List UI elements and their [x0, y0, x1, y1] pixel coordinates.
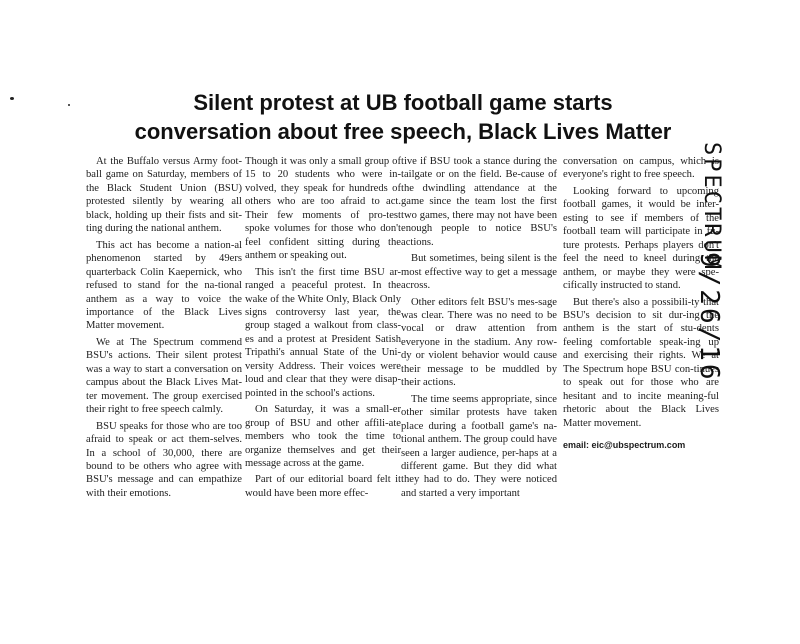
headline: [78, 88, 728, 146]
article-column-2: [245, 155, 401, 500]
handwritten-publication: SPECTRUM: [699, 142, 724, 272]
paragraph: This act has become a nation-al phenomenon started by 49ers quarterback Colin Kaepernick, who refused to stand for the na-tional anthem as a way to voice the importance of the Black Lives Matter movement.: [86, 239, 242, 332]
paragraph: tive if BSU took a stance during the tailgate or on the field. Be-cause of the dwindling attendance at the game since the team lost the first two games, there may not have been enough people to notice BSU's actions.: [401, 156, 557, 248]
contact-email: email: eic@ubspectrum.com: [563, 440, 686, 451]
paragraph: Part of our editorial board felt it would have been more effec-: [245, 474, 401, 499]
paragraph: Looking forward to upcoming football games, it would be inter-esting to see if members of the football team will participate in fu-ture protests. Perhaps players don't feel the need to kneel during the anthem, or maybe they were spe-cifically instructed to stand.: [563, 185, 719, 292]
paragraph: conversation on campus, which is everyone's right to free speech.: [563, 156, 719, 181]
article-column-1: [86, 155, 242, 500]
paragraph: But there's also a possibili-ty that BSU's decision to sit dur-ing the anthem is the start of stu-dents feeling comfortable speak-ing up and exercising their rights. We at The Spectrum hope BSU con-tinues to speak out for those who are hesitant and to incite meaning-ful rhetoric about the Black Lives Matter movement.: [563, 296, 719, 429]
paragraph: At the Buffalo versus Army foot-ball game on Saturday, members of the Black Student Union (BSU) protested silently by wearing all black, holding up their fists and sit-ting during the national anthem.: [86, 156, 242, 235]
headline-line-1: Silent protest at UB football game starts: [193, 90, 613, 115]
paragraph: This isn't the first time BSU ar-ranged a peaceful protest. In the wake of the White Only, Black Only signs controversy last year, the group staged a walkout from class-es and a protest at President Satish Tripathi's annual State of the Uni-versity Address. Their voices were loud and clear that they were disap-pointed in the school's actions.: [245, 266, 401, 399]
handwritten-date: 9/26/16: [694, 252, 724, 383]
paragraph: On Saturday, it was a small-er group of BSU and other affili-ate members who took the time to organize themselves and get their message across at the game.: [245, 404, 401, 469]
article-column-3: [401, 155, 557, 500]
scan-speck: [10, 97, 14, 100]
scan-speck: [68, 104, 70, 106]
paragraph: But sometimes, being silent is the most effective way to get a message across.: [401, 253, 557, 292]
paragraph: BSU speaks for those who are too afraid to speak or act them-selves. In a school of 30,000, there are bound to be others who agree with BSU's message and can empathize with their emotions.: [86, 420, 242, 499]
paragraph: The time seems appropriate, since other similar protests have taken place during a football game's na-tional anthem. The group could have seen a larger audience, per-haps at a different game. But they did what they had to do. They were noticed and started a very important: [401, 393, 557, 499]
paragraph: Though it was only a small group of 15 to 20 students who were in-volved, they speak for hundreds of others who are too afraid to act. Their few moments of pro-test spoke volumes for those who don't feel confident sitting during the anthem or speaking out.: [245, 156, 401, 262]
paragraph: Other editors felt BSU's mes-sage was clear. There was no need to be vocal or draw attention from everyone in the stadium. Any row-dy or violent behavior would cause their message to be muddled by their actions.: [401, 296, 557, 389]
headline-line-2: conversation about free speech, Black Lives Matter: [134, 119, 672, 144]
paragraph: We at The Spectrum commend BSU's actions. Their silent protest was a way to start a conversation on campus about the Black Lives Mat-ter movement. The group exercised their right to free speech calmly.: [86, 336, 242, 416]
